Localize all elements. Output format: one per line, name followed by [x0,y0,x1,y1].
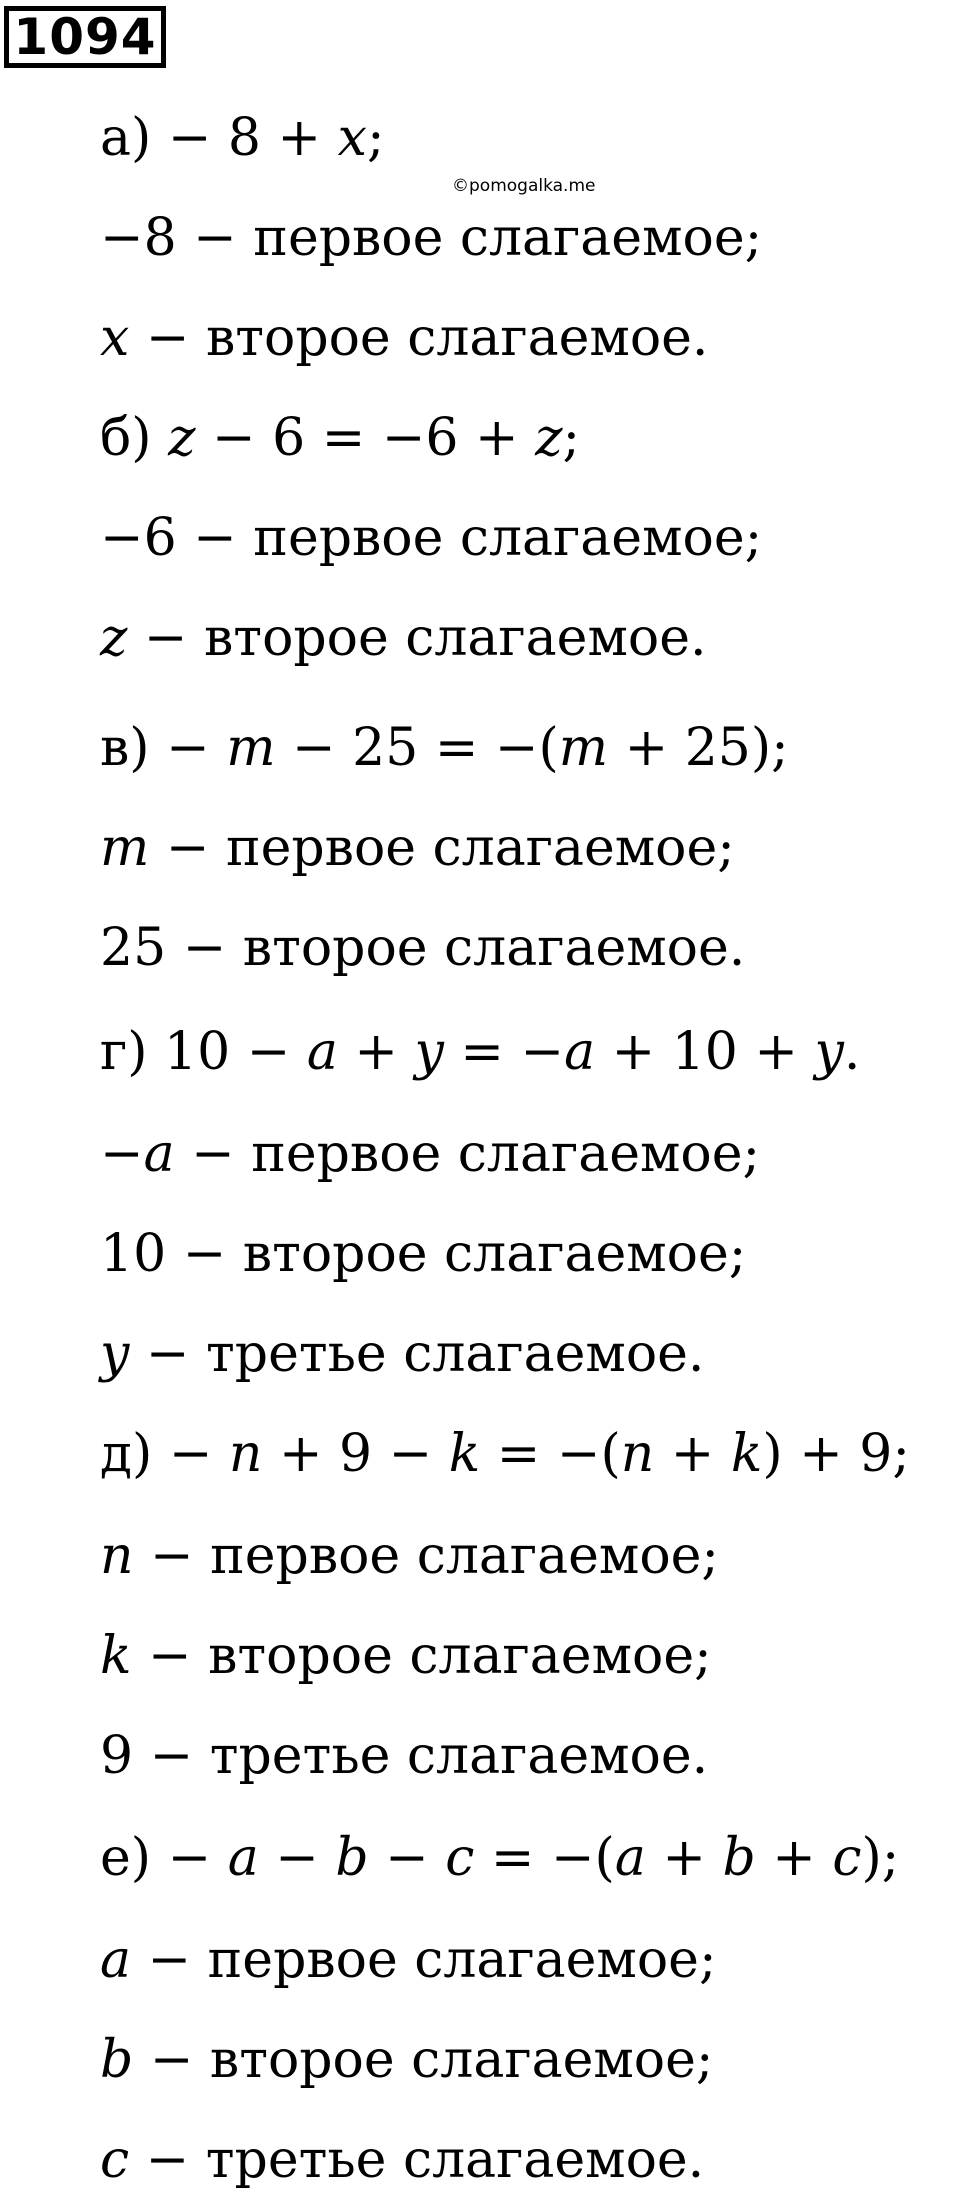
solution-line: в) − 𝑚 − 25 = −(𝑚 + 25); [100,718,789,778]
solution-line: 9 − третье слагаемое. [100,1726,709,1786]
solution-line: 𝑐 − третье слагаемое. [100,2130,705,2190]
solution-line: 𝑚 − первое слагаемое; [100,818,735,878]
solution-line: 𝑘 − второе слагаемое; [100,1626,712,1686]
solution-line: −8 − первое слагаемое; [100,208,763,268]
solution-line: 𝑧 − второе слагаемое. [100,608,707,668]
solution-line: −𝑎 − первое слагаемое; [100,1124,761,1184]
solution-line: б) 𝑧 − 6 = −6 + 𝑧; [100,408,581,468]
watermark: ©pomogalka.me [452,176,596,196]
solution-line: 10 − второе слагаемое; [100,1224,747,1284]
solution-line: 𝑥 − второе слагаемое. [100,308,709,368]
solution-line: 25 − второе слагаемое. [100,918,746,978]
solution-line: −6 − первое слагаемое; [100,508,763,568]
solution-line: 𝑛 − первое слагаемое; [100,1526,719,1586]
solution-line: 𝑏 − второе слагаемое; [100,2030,714,2090]
solution-line: 𝑦 − третье слагаемое. [100,1324,705,1384]
solution-line: е) − 𝑎 − 𝑏 − 𝑐 = −(𝑎 + 𝑏 + 𝑐); [100,1828,900,1888]
solution-line: д) − 𝑛 + 9 − 𝑘 = −(𝑛 + 𝑘) + 9; [100,1424,910,1484]
solution-line: а) − 8 + 𝑥; [100,108,385,168]
solution-line: г) 10 − 𝑎 + 𝑦 = −𝑎 + 10 + 𝑦. [100,1022,861,1082]
solution-line: 𝑎 − первое слагаемое; [100,1930,717,1990]
problem-number: 1094 [4,6,166,68]
